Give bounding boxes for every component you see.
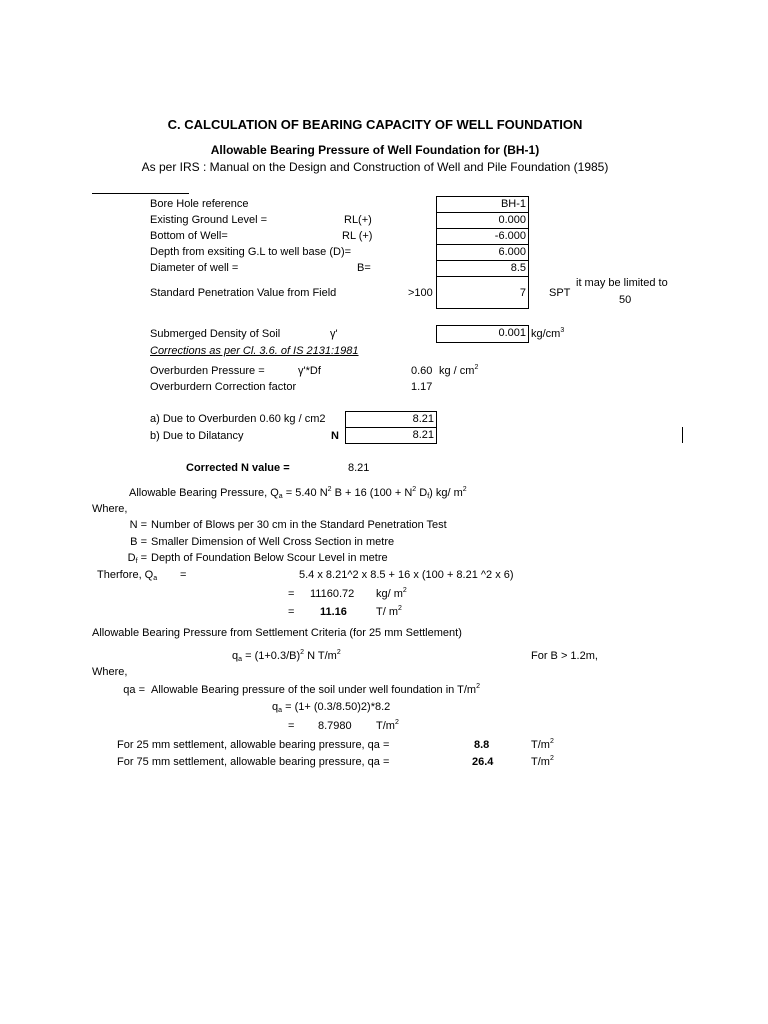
qa-desc: Allowable Bearing pressure of the soil under well foundation in $T/m^2$ (151, 683, 480, 696)
due-overburden-value-cell: 8.21 (345, 411, 437, 428)
qa-calc-eq: = (288, 720, 295, 732)
b-desc: Smaller Dimension of Well Cross Section in metre (151, 536, 395, 548)
spt-unit: SPT (549, 287, 571, 299)
s75-value: 26.4 (472, 756, 494, 768)
overburden-unit: kg / $cm^2$ (439, 364, 479, 377)
corrected-n-label: Corrected N value = (186, 462, 290, 474)
due-dilatancy-value-cell: 8.21 (345, 427, 437, 444)
corrected-n-value: 8.21 (348, 462, 370, 474)
divider-line (92, 193, 189, 194)
bore-hole-label: Bore Hole reference (150, 198, 249, 210)
therefore-eq: = (180, 569, 187, 581)
overburden-label: Overburden Pressure = (150, 365, 265, 377)
corrections-heading: Corrections as per Cl. 3.6. of IS 2131:1981 (150, 345, 359, 357)
text-cursor (682, 427, 683, 443)
bottom-value-cell: -6.000 (436, 228, 529, 245)
qa-key: qa = (123, 684, 145, 696)
diameter-label: Diameter of well = (150, 262, 239, 274)
diameter-unit: B= (357, 262, 371, 274)
spt-label: Standard Penetration Value from Field (150, 287, 337, 299)
density-value-cell: 0.001 (436, 325, 529, 343)
spt-note-line2: 50 (619, 294, 632, 306)
due-dilatancy-symbol: N (331, 430, 339, 442)
due-dilatancy-label: b) Due to Dilatancy (150, 430, 244, 442)
therefore-label: Therfore, $Q_a$ (97, 569, 158, 582)
diameter-value-cell: 8.5 (436, 260, 529, 277)
settlement-formula: $q_a = (1+0.3/B)^2$ N $T/m^2$ (232, 649, 341, 663)
result-t-value: 11.16 (320, 606, 347, 618)
density-symbol: γ' (330, 328, 338, 340)
bottom-label: Bottom of Well= (150, 230, 228, 242)
qa-calc-formula: $q_a = (1+ (0.3/8.50)2)*8.2$ (272, 701, 391, 714)
depth-label: Depth from exsiting G.L to well base (D)= (150, 246, 352, 258)
qa-calc-value: 8.7980 (318, 720, 352, 732)
density-unit: $kg/cm^3$ (531, 327, 565, 340)
settlement-heading: Allowable Bearing Pressure from Settlement Criteria (for 25 mm Settlement) (92, 627, 462, 639)
s75-label: For 75 mm settlement, allowable bearing pressure, qa = (117, 756, 390, 768)
where-label-1: Where, (92, 503, 128, 515)
spt-note-line1: it may be limited to (576, 277, 668, 289)
n-desc: Number of Blows per 30 cm in the Standard Penetration Test (151, 519, 447, 531)
spt-value-cell: 7 (436, 276, 529, 309)
result-kg-unit: kg/ $m^2$ (376, 587, 407, 600)
qa-calc-unit: $T/m^2$ (376, 719, 399, 732)
egl-label: Existing Ground Level = (150, 214, 268, 226)
depth-value-cell: 6.000 (436, 244, 529, 261)
spt-field-value: >100 (408, 287, 433, 299)
factor-value: 1.17 (411, 381, 433, 393)
page-title: C. CALCULATION OF BEARING CAPACITY OF WELL FOUNDATION (167, 117, 583, 132)
page-subtitle: Allowable Bearing Pressure of Well Foundation for (BH-1) (210, 143, 540, 157)
n-key: N = (129, 519, 147, 531)
result-t-eq: = (288, 606, 295, 618)
b-key: B = (130, 536, 147, 548)
df-key: $D_f$ = (127, 552, 147, 565)
overburden-value: 0.60 (411, 365, 433, 377)
s25-unit: $T/m^2$ (531, 738, 554, 751)
factor-label: Overburdern Correction factor (150, 381, 297, 393)
s25-label: For 25 mm settlement, allowable bearing pressure, qa = (117, 739, 390, 751)
overburden-formula: γ'*Df (298, 365, 321, 377)
bottom-unit: RL (+) (342, 230, 373, 242)
result-kg-eq: = (288, 588, 295, 600)
therefore-expression: 5.4 x 8.21^2 x 8.5 + 16 x (100 + 8.21 ^2 x 6) (299, 569, 514, 581)
bore-hole-value-cell: BH-1 (436, 196, 529, 213)
density-label: Submerged Density of Soil (150, 328, 281, 340)
egl-unit: RL(+) (344, 214, 372, 226)
df-desc: Depth of Foundation Below Scour Level in metre (151, 552, 388, 564)
allowable-formula: Allowable Bearing Pressure, $Q_a = 5.40$ $N^2$ B + 16 ($100 + N^2$ $D_f$) kg/ $m^2$ (129, 486, 467, 500)
where-label-2: Where, (92, 666, 128, 678)
s75-unit: $T/m^2$ (531, 755, 554, 768)
result-kg-value: 11160.72 (310, 588, 355, 600)
s25-value: 8.8 (474, 739, 490, 751)
egl-value-cell: 0.000 (436, 212, 529, 229)
due-overburden-label: a) Due to Overburden 0.60 kg / cm2 (150, 413, 326, 425)
settlement-condition: For B > 1.2m, (531, 650, 598, 662)
reference-line: As per IRS : Manual on the Design and Construction of Well and Pile Foundation (1985) (141, 160, 609, 174)
result-t-unit: T/ $m^2$ (376, 605, 402, 618)
